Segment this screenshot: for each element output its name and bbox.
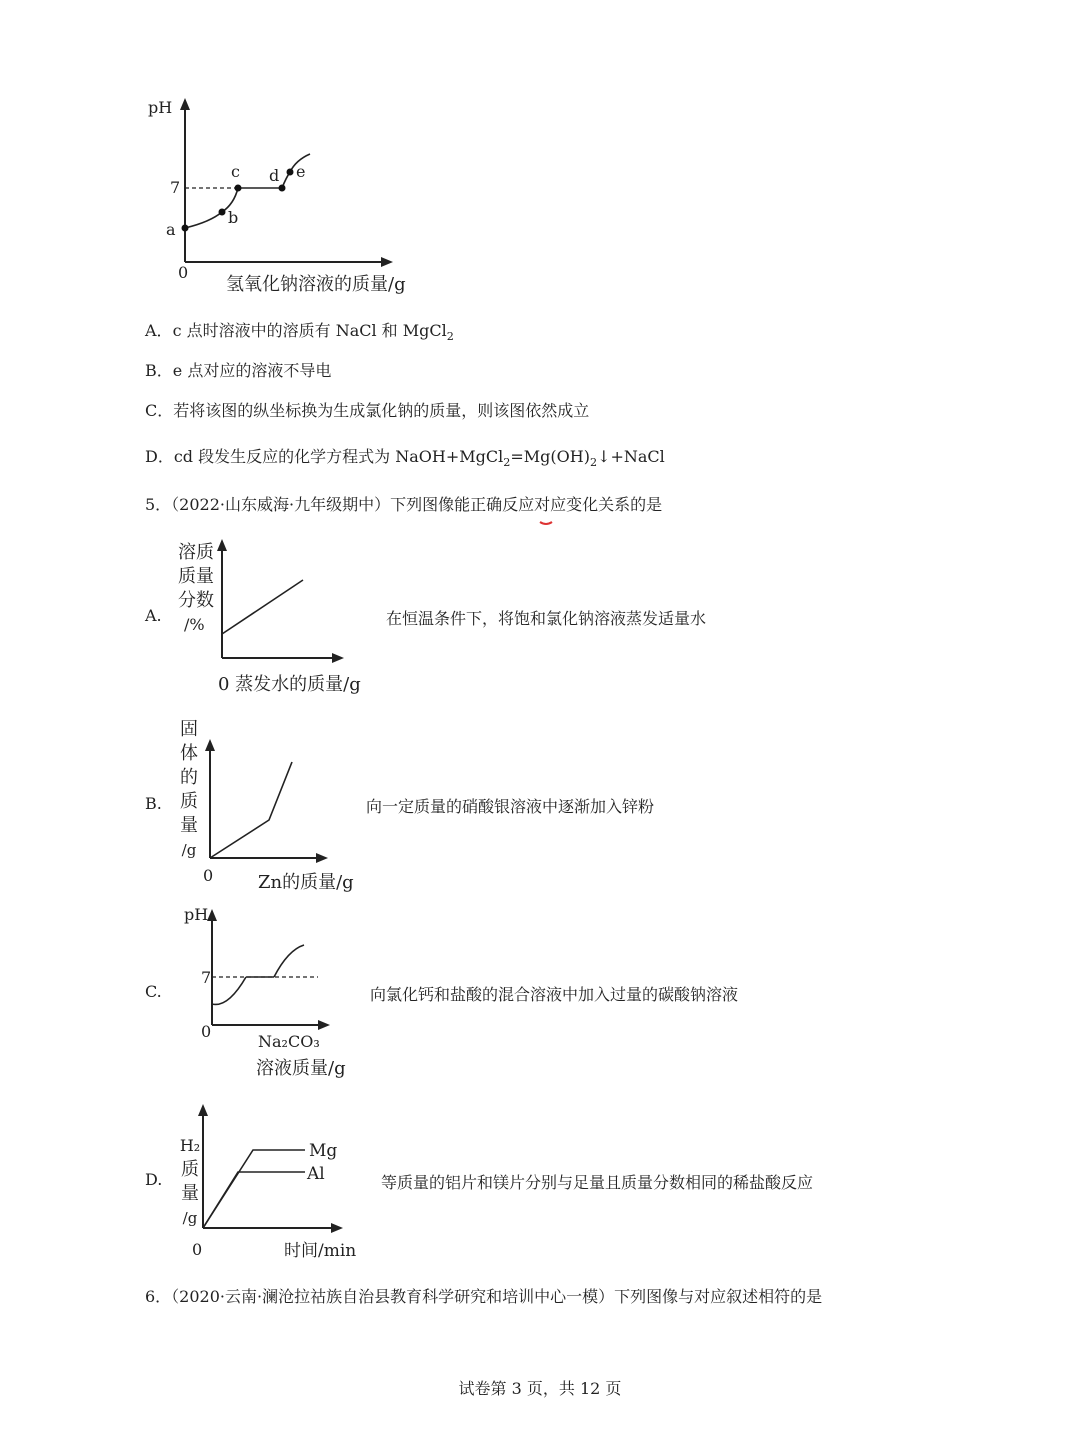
q5-d-desc: 等质量的铝片和镁片分别与足量且质量分数相同的稀盐酸反应 (381, 1173, 814, 1192)
q5-d-origin: 0 (192, 1240, 203, 1259)
graph-1-label-d: d (269, 166, 280, 185)
point-a (182, 225, 189, 232)
q5-b-letter: B. (145, 794, 162, 813)
q5-b-origin: 0 (203, 866, 214, 885)
q5-d-x-label: 时间/min (284, 1241, 357, 1261)
graph-1-label-a: a (166, 220, 176, 239)
q5-c-origin: 0 (201, 1022, 212, 1041)
q5-c-letter: C. (145, 982, 162, 1001)
q5-a-y-label: 溶质 质量 分数 /% (178, 542, 214, 634)
q4-option-c: C．若将该图的纵坐标换为生成氯化钠的质量，则该图依然成立 (145, 401, 590, 420)
q5-c-y-label: pH (184, 905, 209, 924)
graph-1-tick-7: 7 (170, 178, 181, 197)
q5-b-desc: 向一定质量的硝酸银溶液中逐渐加入锌粉 (366, 797, 655, 816)
red-mark (538, 518, 558, 528)
q5-d-series-al: Al (307, 1164, 325, 1184)
q5-c-desc: 向氯化钙和盐酸的混合溶液中加入过量的碳酸钠溶液 (370, 985, 739, 1004)
graph-1-label-c: c (231, 162, 240, 181)
graph-1-x-label: 氢氧化钠溶液的质量/g (226, 274, 406, 295)
q5-b-x-label: Zn的质量/g (258, 872, 354, 893)
q6-stem: 6．（2020·云南·澜沧拉祜族自治县教育科学研究和培训中心一模）下列图像与对应叙述相符的是 (145, 1287, 823, 1306)
graph-1-y-label: pH (148, 98, 173, 117)
q4-option-b: B．e 点对应的溶液不导电 (145, 361, 332, 380)
q5-d-series-mg: Mg (309, 1141, 338, 1161)
q5-d-letter: D. (145, 1170, 163, 1189)
q4-option-d: D．cd 段发生反应的化学方程式为 $NaOH+MgCl_2=Mg(OH)_2↓+NaCl$ (145, 447, 665, 470)
q5-a-letter: A. (145, 606, 162, 625)
graph-1-label-e: e (296, 162, 306, 181)
q5-a-desc: 在恒温条件下，将饱和氯化钠溶液蒸发适量水 (386, 609, 707, 628)
graph-1-origin: 0 (178, 263, 189, 282)
page-footer: 试卷第 3 页，共 12 页 (458, 1379, 622, 1398)
q5-d-graph (0, 0, 1080, 200)
q5-c-x-label-2: 溶液质量/g (256, 1058, 346, 1079)
q5-b-y-label: 固 体 的 质 量 /g (180, 719, 198, 859)
q5-c-x-label-1: Na₂CO₃ (258, 1032, 320, 1051)
q5-c-tick-7: 7 (201, 968, 212, 987)
graph-1-label-b: b (228, 208, 239, 227)
q5-a-x-label: 0 蒸发水的质量/g (218, 674, 361, 695)
q5-stem: 5．（2022·山东威海·九年级期中）下列图像能正确反应对应变化关系的是 (145, 495, 663, 514)
q4-option-a: A．c 点时溶液中的溶质有 NaCl 和 MgCl$_2$ (145, 321, 454, 344)
q5-d-y-label: H₂ 质 量 /g (179, 1136, 201, 1227)
point-b (219, 209, 226, 216)
